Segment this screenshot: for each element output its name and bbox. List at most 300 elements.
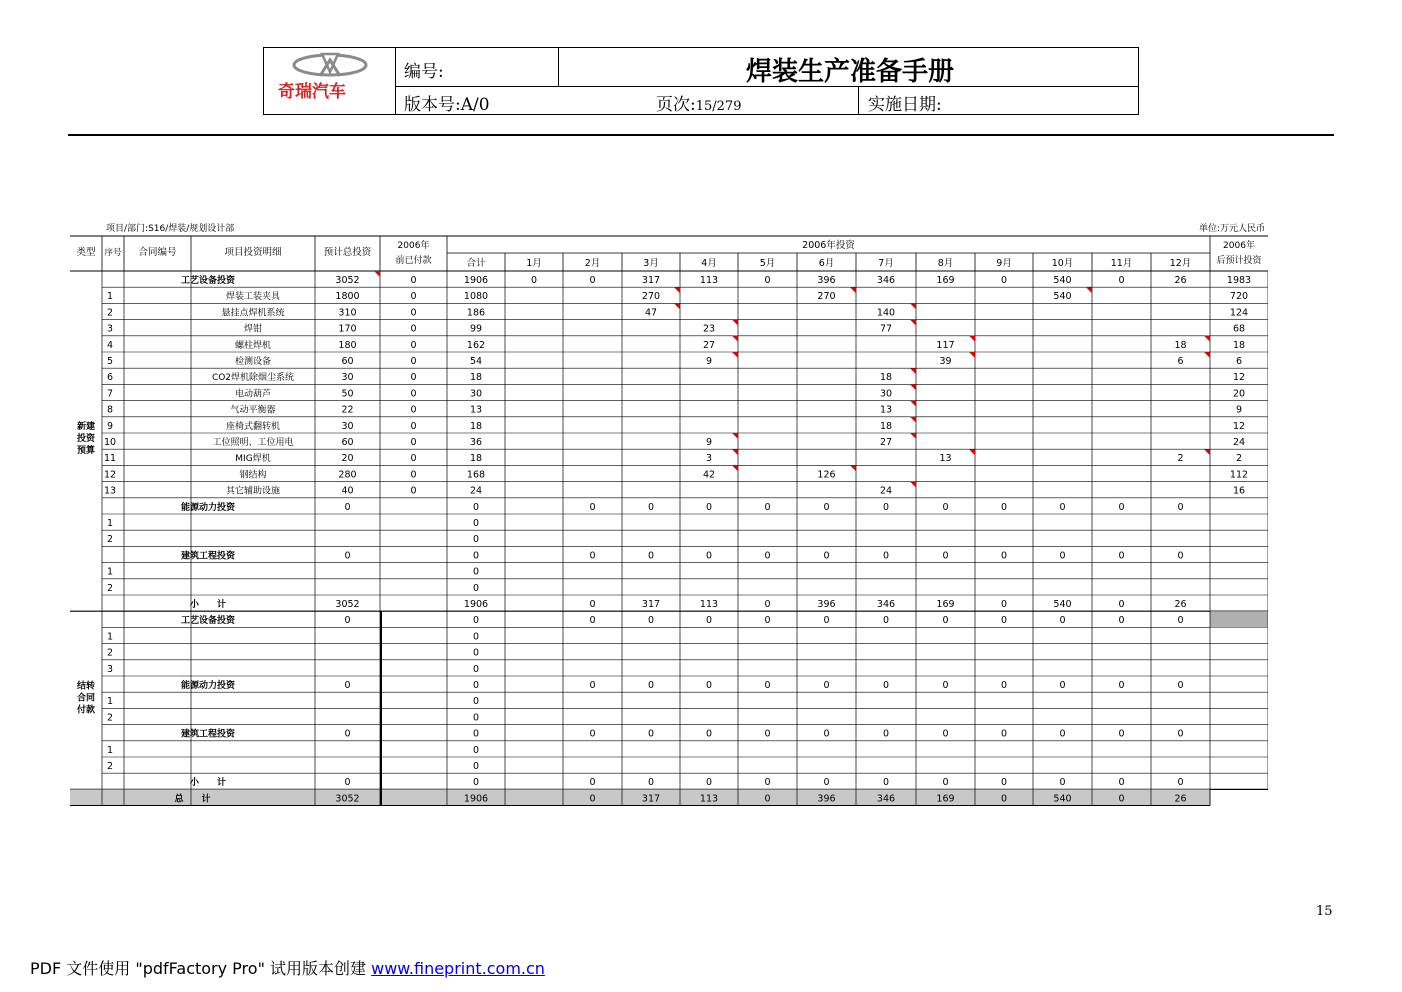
row-seq: 10 bbox=[103, 437, 117, 448]
row-month-value: 0 bbox=[647, 615, 655, 627]
col-header-month: 2月 bbox=[584, 258, 601, 269]
comment-marker bbox=[850, 465, 856, 471]
row-sum: 0 bbox=[472, 696, 480, 708]
row-before: 0 bbox=[410, 437, 417, 448]
row-month-value: 0 bbox=[647, 680, 655, 691]
grand-total-month: 317 bbox=[641, 793, 661, 805]
row-after: 6 bbox=[1235, 356, 1243, 367]
row-month-value: 30 bbox=[879, 388, 893, 400]
grand-total-month: 0 bbox=[1000, 793, 1008, 805]
col-header-before: 2006年 bbox=[397, 241, 430, 251]
row-seq: 1 bbox=[106, 518, 114, 529]
comment-marker bbox=[910, 368, 916, 374]
row-month-value: 0 bbox=[589, 777, 596, 789]
comment-marker bbox=[732, 320, 738, 326]
row-seq: 1 bbox=[106, 744, 114, 756]
row-total: 0 bbox=[344, 680, 351, 691]
row-after: 2 bbox=[1235, 453, 1243, 465]
col-header-month: 11月 bbox=[1110, 258, 1133, 269]
row-month-value: 0 bbox=[1177, 680, 1184, 691]
row-month-value: 0 bbox=[705, 777, 713, 789]
row-month-value: 0 bbox=[1059, 615, 1066, 627]
company-logo bbox=[264, 48, 396, 114]
row-total: 22 bbox=[341, 404, 354, 416]
row-item: MIG焊机 bbox=[235, 454, 271, 465]
row-month-value: 0 bbox=[823, 680, 830, 691]
row-seq: 2 bbox=[106, 307, 114, 319]
row-month-value: 0 bbox=[705, 728, 713, 740]
row-sum: 24 bbox=[469, 485, 483, 497]
col-header-seq: 序号 bbox=[104, 248, 122, 258]
effective-date-label: 实施日期: bbox=[868, 95, 942, 115]
row-month-value: 0 bbox=[942, 550, 949, 562]
col-header-month: 8月 bbox=[937, 258, 954, 269]
row-month-value: 0 bbox=[647, 501, 655, 513]
col-header-month: 5月 bbox=[759, 258, 776, 269]
row-month-value: 13 bbox=[939, 453, 952, 465]
row-after: 20 bbox=[1232, 388, 1246, 400]
row-month-value: 113 bbox=[699, 275, 719, 286]
row-seq: 2 bbox=[106, 647, 114, 659]
section1-label: 新建 bbox=[76, 422, 96, 433]
row-month-value: 0 bbox=[1177, 777, 1184, 789]
section1-label: 预算 bbox=[76, 446, 96, 457]
row-sum: 168 bbox=[466, 469, 486, 481]
row-seq: 3 bbox=[106, 323, 114, 335]
row-total: 0 bbox=[344, 728, 351, 740]
row-month-value: 0 bbox=[764, 550, 771, 562]
row-month-value: 24 bbox=[879, 485, 893, 497]
row-item: 电动葫芦 bbox=[234, 389, 272, 400]
comment-marker bbox=[910, 417, 916, 423]
row-seq: 1 bbox=[106, 566, 114, 578]
row-month-value: 0 bbox=[1059, 680, 1066, 691]
comment-marker bbox=[1086, 287, 1092, 293]
col-header-contract: 合同编号 bbox=[138, 247, 177, 258]
section2-shade bbox=[1210, 611, 1268, 627]
row-subtotal-label: 建筑工程投资 bbox=[180, 729, 236, 740]
row-month-value: 0 bbox=[1118, 680, 1125, 691]
col-header-month: 9月 bbox=[996, 258, 1012, 269]
row-month-value: 0 bbox=[942, 728, 949, 740]
row-month-value: 9 bbox=[705, 356, 713, 367]
row-month-value: 0 bbox=[942, 680, 949, 691]
row-seq: 1 bbox=[106, 696, 114, 708]
row-seq: 7 bbox=[106, 388, 114, 400]
row-subtotal-label: 能源动力投资 bbox=[180, 681, 236, 691]
row-month-value: 317 bbox=[641, 275, 661, 286]
row-month-value: 540 bbox=[1053, 275, 1072, 286]
comment-marker bbox=[969, 352, 975, 358]
row-total: 1800 bbox=[335, 291, 360, 303]
grand-total-row bbox=[70, 789, 1210, 805]
row-item: 检测设备 bbox=[234, 357, 272, 367]
row-after: 16 bbox=[1232, 485, 1246, 497]
col-header-month: 7月 bbox=[878, 258, 894, 269]
grand-total-month: 540 bbox=[1053, 793, 1072, 805]
row-month-value: 0 bbox=[1177, 550, 1184, 562]
row-month-value: 0 bbox=[1000, 599, 1008, 610]
row-month-value: 0 bbox=[1000, 777, 1008, 789]
row-seq: 1 bbox=[106, 631, 114, 643]
row-subtotal-label: 小 计 bbox=[189, 600, 227, 610]
row-month-value: 0 bbox=[1000, 275, 1008, 286]
row-month-value: 0 bbox=[882, 728, 890, 740]
row-before: 0 bbox=[410, 404, 417, 416]
row-month-value: 0 bbox=[589, 501, 596, 513]
row-total: 3052 bbox=[335, 275, 360, 286]
grand-total-sum: 1906 bbox=[463, 793, 489, 805]
row-month-value: 0 bbox=[764, 777, 771, 789]
row-month-value: 0 bbox=[1177, 501, 1184, 513]
chery-logo-icon bbox=[264, 48, 395, 114]
row-seq: 9 bbox=[106, 420, 114, 432]
section1-label: 投资 bbox=[76, 434, 96, 445]
row-month-value: 346 bbox=[876, 599, 896, 610]
row-month-value: 0 bbox=[764, 599, 771, 610]
row-month-value: 3 bbox=[705, 453, 713, 465]
row-sum: 0 bbox=[472, 550, 480, 562]
row-before: 0 bbox=[410, 420, 417, 432]
row-subtotal-label: 工艺设备投资 bbox=[180, 276, 236, 286]
investment-table bbox=[70, 220, 1268, 806]
row-month-value: 270 bbox=[641, 291, 661, 303]
row-total: 60 bbox=[341, 437, 354, 448]
row-month-value: 0 bbox=[764, 728, 771, 740]
row-month-value: 346 bbox=[876, 275, 896, 286]
grand-total-month: 346 bbox=[876, 793, 896, 805]
row-month-value: 0 bbox=[705, 550, 713, 562]
row-seq: 2 bbox=[106, 582, 114, 594]
row-sum: 0 bbox=[472, 615, 480, 627]
grand-total-month: 113 bbox=[699, 793, 719, 805]
comment-marker bbox=[374, 271, 380, 277]
row-month-value: 0 bbox=[589, 680, 596, 691]
row-total: 0 bbox=[344, 501, 351, 513]
row-month-value: 27 bbox=[702, 339, 716, 351]
row-month-value: 42 bbox=[702, 469, 716, 481]
row-month-value: 0 bbox=[823, 550, 830, 562]
row-before: 0 bbox=[410, 291, 417, 303]
row-after: 720 bbox=[1229, 291, 1249, 303]
row-item: 气动平衡器 bbox=[230, 405, 276, 416]
row-month-value: 169 bbox=[936, 599, 955, 610]
row-sum: 0 bbox=[472, 761, 480, 772]
row-total: 20 bbox=[341, 453, 354, 465]
row-after: 112 bbox=[1229, 469, 1249, 481]
row-month-value: 396 bbox=[817, 599, 836, 610]
grand-total-value: 3052 bbox=[335, 793, 360, 805]
row-sum: 0 bbox=[472, 582, 480, 594]
row-before: 0 bbox=[410, 453, 417, 465]
row-month-value: 26 bbox=[1174, 275, 1187, 286]
row-seq: 1 bbox=[106, 291, 114, 303]
row-month-value: 270 bbox=[817, 291, 836, 303]
row-after: 12 bbox=[1232, 420, 1246, 432]
grand-total-month: 0 bbox=[1118, 793, 1125, 805]
row-month-value: 23 bbox=[702, 323, 716, 335]
row-item: 悬挂点焊机系统 bbox=[221, 308, 285, 319]
comment-marker bbox=[969, 336, 975, 342]
row-sum: 0 bbox=[472, 647, 480, 659]
comment-marker bbox=[910, 433, 916, 439]
row-subtotal-label: 建筑工程投资 bbox=[180, 551, 236, 562]
col-header-total: 预计总投资 bbox=[323, 247, 372, 258]
row-month-value: 0 bbox=[942, 777, 949, 789]
row-month-value: 540 bbox=[1053, 291, 1072, 303]
row-month-value: 0 bbox=[1118, 501, 1125, 513]
comment-marker bbox=[850, 287, 856, 293]
version-label: 版本号:A/0 bbox=[404, 95, 490, 115]
row-month-value: 0 bbox=[705, 615, 713, 627]
footer-link[interactable]: www.fineprint.com.cn bbox=[371, 959, 545, 978]
row-total: 310 bbox=[338, 307, 357, 319]
row-month-value: 9 bbox=[705, 437, 713, 448]
row-month-value: 0 bbox=[1000, 501, 1008, 513]
row-month-value: 0 bbox=[1000, 728, 1008, 740]
row-sum: 36 bbox=[469, 437, 483, 448]
row-sum: 186 bbox=[466, 307, 486, 319]
row-total: 180 bbox=[338, 339, 357, 351]
comment-marker bbox=[910, 401, 916, 407]
comment-marker bbox=[910, 482, 916, 488]
col-header-after: 2006年 bbox=[1223, 241, 1255, 251]
comment-marker bbox=[910, 320, 916, 326]
row-month-value: 18 bbox=[879, 372, 893, 384]
row-sum: 18 bbox=[469, 372, 483, 384]
row-sum: 0 bbox=[472, 518, 480, 529]
row-before: 0 bbox=[410, 323, 417, 335]
row-sum: 0 bbox=[472, 712, 480, 724]
row-seq: 4 bbox=[106, 339, 114, 351]
row-month-value: 113 bbox=[699, 599, 719, 610]
row-before: 0 bbox=[410, 339, 417, 351]
row-month-value: 0 bbox=[647, 550, 655, 562]
row-subtotal-label: 工艺设备投资 bbox=[180, 616, 236, 627]
row-after: 124 bbox=[1229, 307, 1249, 319]
row-month-value: 0 bbox=[764, 680, 771, 691]
comment-marker bbox=[969, 449, 975, 455]
row-month-value: 0 bbox=[1118, 728, 1125, 740]
row-month-value: 0 bbox=[589, 275, 596, 286]
row-month-value: 0 bbox=[1059, 728, 1066, 740]
row-seq: 6 bbox=[106, 372, 114, 384]
comment-marker bbox=[674, 287, 680, 293]
grand-total-month: 0 bbox=[764, 793, 771, 805]
row-month-value: 0 bbox=[1059, 550, 1066, 562]
grand-total-month: 26 bbox=[1174, 793, 1187, 805]
row-after: 9 bbox=[1235, 404, 1243, 416]
row-month-value: 0 bbox=[823, 777, 830, 789]
row-month-value: 540 bbox=[1053, 599, 1072, 610]
col-header-month: 3月 bbox=[643, 258, 659, 269]
col-header-item: 项目投资明细 bbox=[224, 247, 282, 258]
row-after: 12 bbox=[1232, 372, 1246, 384]
code-label: 编号: bbox=[404, 62, 444, 82]
row-month-value: 0 bbox=[764, 615, 771, 627]
row-seq: 12 bbox=[103, 469, 117, 481]
row-sum: 0 bbox=[472, 663, 480, 675]
comment-marker bbox=[674, 303, 680, 309]
col-header-sum: 合计 bbox=[466, 258, 486, 269]
row-total: 3052 bbox=[335, 599, 360, 610]
row-sum: 0 bbox=[472, 631, 480, 643]
row-month-value: 0 bbox=[705, 680, 713, 691]
row-month-value: 0 bbox=[1059, 777, 1066, 789]
row-month-value: 0 bbox=[942, 615, 949, 627]
row-sum: 1080 bbox=[463, 291, 489, 303]
row-month-value: 126 bbox=[817, 469, 836, 481]
comment-marker bbox=[732, 433, 738, 439]
col-header-after-2: 后预计投资 bbox=[1216, 256, 1262, 266]
row-sum: 0 bbox=[472, 501, 480, 513]
row-month-value: 39 bbox=[939, 356, 952, 367]
comment-marker bbox=[1204, 449, 1210, 455]
row-month-value: 0 bbox=[1000, 615, 1008, 627]
row-item: 其它辅助设施 bbox=[225, 486, 281, 497]
row-month-value: 0 bbox=[882, 501, 890, 513]
col-header-month: 10月 bbox=[1051, 258, 1074, 269]
footer-text: PDF 文件使用 "pdfFactory Pro" 试用版本创建 bbox=[30, 959, 372, 978]
row-sum: 0 bbox=[472, 777, 480, 789]
row-month-value: 0 bbox=[589, 615, 596, 627]
row-seq: 11 bbox=[103, 453, 117, 465]
row-month-value: 140 bbox=[876, 307, 896, 319]
row-month-value: 13 bbox=[879, 404, 893, 416]
row-month-value: 0 bbox=[882, 777, 890, 789]
row-sum: 99 bbox=[469, 323, 483, 335]
comment-marker bbox=[910, 303, 916, 309]
section2-label: 结转 bbox=[76, 681, 96, 692]
row-month-value: 27 bbox=[879, 437, 893, 448]
row-month-value: 0 bbox=[823, 615, 830, 627]
row-total: 30 bbox=[341, 420, 354, 432]
row-month-value: 0 bbox=[1118, 550, 1125, 562]
grand-total-label: 总 计 bbox=[174, 794, 211, 805]
col-header-month: 4月 bbox=[701, 258, 717, 269]
row-sum: 18 bbox=[469, 453, 483, 465]
row-seq: 3 bbox=[106, 663, 114, 675]
col-header-month: 6月 bbox=[818, 258, 835, 269]
brand-text: 奇瑞汽车 bbox=[278, 82, 346, 102]
comment-marker bbox=[1204, 336, 1210, 342]
comment-marker bbox=[732, 449, 738, 455]
row-before: 0 bbox=[410, 275, 417, 286]
row-month-value: 18 bbox=[879, 420, 893, 432]
unit-line: 单位:万元人民币 bbox=[1198, 224, 1265, 234]
row-month-value: 0 bbox=[764, 501, 771, 513]
grand-total-month: 396 bbox=[817, 793, 836, 805]
row-item: 螺柱焊机 bbox=[234, 340, 272, 351]
row-month-value: 0 bbox=[589, 728, 596, 740]
row-subtotal-label: 小 计 bbox=[189, 778, 227, 789]
row-month-value: 169 bbox=[936, 275, 955, 286]
grand-total-month: 0 bbox=[589, 793, 596, 805]
row-before: 0 bbox=[410, 469, 417, 481]
row-sum: 13 bbox=[469, 404, 483, 416]
row-month-value: 77 bbox=[879, 323, 893, 335]
row-month-value: 0 bbox=[1177, 728, 1184, 740]
row-seq: 13 bbox=[103, 485, 117, 497]
row-before: 0 bbox=[410, 307, 417, 319]
row-sum: 0 bbox=[472, 534, 480, 546]
page-number: 15 bbox=[1316, 904, 1333, 919]
row-month-value: 0 bbox=[1000, 680, 1008, 691]
row-month-value: 0 bbox=[823, 501, 830, 513]
col-header-before-2: 前已付款 bbox=[395, 256, 432, 266]
row-after: 1983 bbox=[1226, 275, 1252, 286]
row-total: 280 bbox=[338, 469, 357, 481]
section2-label: 付款 bbox=[76, 705, 96, 716]
col-header-month: 1月 bbox=[526, 258, 542, 269]
comment-marker bbox=[910, 384, 916, 390]
row-month-value: 0 bbox=[1177, 615, 1184, 627]
row-after: 68 bbox=[1232, 323, 1246, 335]
header-rule bbox=[68, 134, 1334, 136]
row-item: 钢结构 bbox=[239, 470, 267, 481]
pdf-footer bbox=[30, 956, 545, 979]
row-month-value: 0 bbox=[1118, 615, 1125, 627]
row-sum: 1906 bbox=[463, 275, 489, 286]
row-month-value: 0 bbox=[589, 550, 596, 562]
row-month-value: 6 bbox=[1177, 356, 1184, 367]
row-total: 60 bbox=[341, 356, 354, 367]
row-seq: 2 bbox=[106, 712, 114, 724]
row-sum: 1906 bbox=[463, 599, 489, 610]
row-month-value: 0 bbox=[942, 501, 949, 513]
comment-marker bbox=[732, 465, 738, 471]
row-sum: 54 bbox=[469, 356, 483, 367]
col-header-2006: 2006年投资 bbox=[802, 240, 855, 251]
row-month-value: 0 bbox=[1118, 777, 1125, 789]
row-month-value: 0 bbox=[882, 615, 890, 627]
row-seq: 5 bbox=[106, 356, 114, 367]
row-sum: 0 bbox=[472, 566, 480, 578]
comment-marker bbox=[1204, 352, 1210, 358]
row-sum: 18 bbox=[469, 420, 483, 432]
row-month-value: 0 bbox=[823, 728, 830, 740]
row-sum: 0 bbox=[472, 744, 480, 756]
row-total: 0 bbox=[344, 615, 351, 627]
row-before: 0 bbox=[410, 372, 417, 384]
row-month-value: 0 bbox=[1118, 599, 1125, 610]
row-month-value: 396 bbox=[817, 275, 836, 286]
row-total: 40 bbox=[341, 485, 354, 497]
document-header bbox=[263, 47, 1139, 115]
row-month-value: 0 bbox=[882, 550, 890, 562]
row-sum: 162 bbox=[466, 339, 486, 351]
row-month-value: 0 bbox=[589, 599, 596, 610]
row-month-value: 0 bbox=[530, 275, 538, 286]
page-label: 页次:15/279 bbox=[656, 95, 742, 115]
row-month-value: 0 bbox=[647, 728, 655, 740]
row-month-value: 117 bbox=[936, 339, 955, 351]
row-sum: 0 bbox=[472, 680, 480, 691]
row-total: 0 bbox=[344, 550, 351, 562]
row-month-value: 317 bbox=[641, 599, 661, 610]
row-month-value: 0 bbox=[764, 275, 771, 286]
grand-total-month: 169 bbox=[936, 793, 955, 805]
row-sum: 0 bbox=[472, 728, 480, 740]
row-month-value: 0 bbox=[1059, 501, 1066, 513]
row-month-value: 47 bbox=[644, 307, 658, 319]
row-month-value: 0 bbox=[705, 501, 713, 513]
row-before: 0 bbox=[410, 485, 417, 497]
row-before: 0 bbox=[410, 388, 417, 400]
row-seq: 8 bbox=[106, 404, 114, 416]
col-header-type: 类型 bbox=[76, 247, 96, 258]
project-line: 项目/部门:S16/焊装/规划设计部 bbox=[106, 224, 235, 234]
